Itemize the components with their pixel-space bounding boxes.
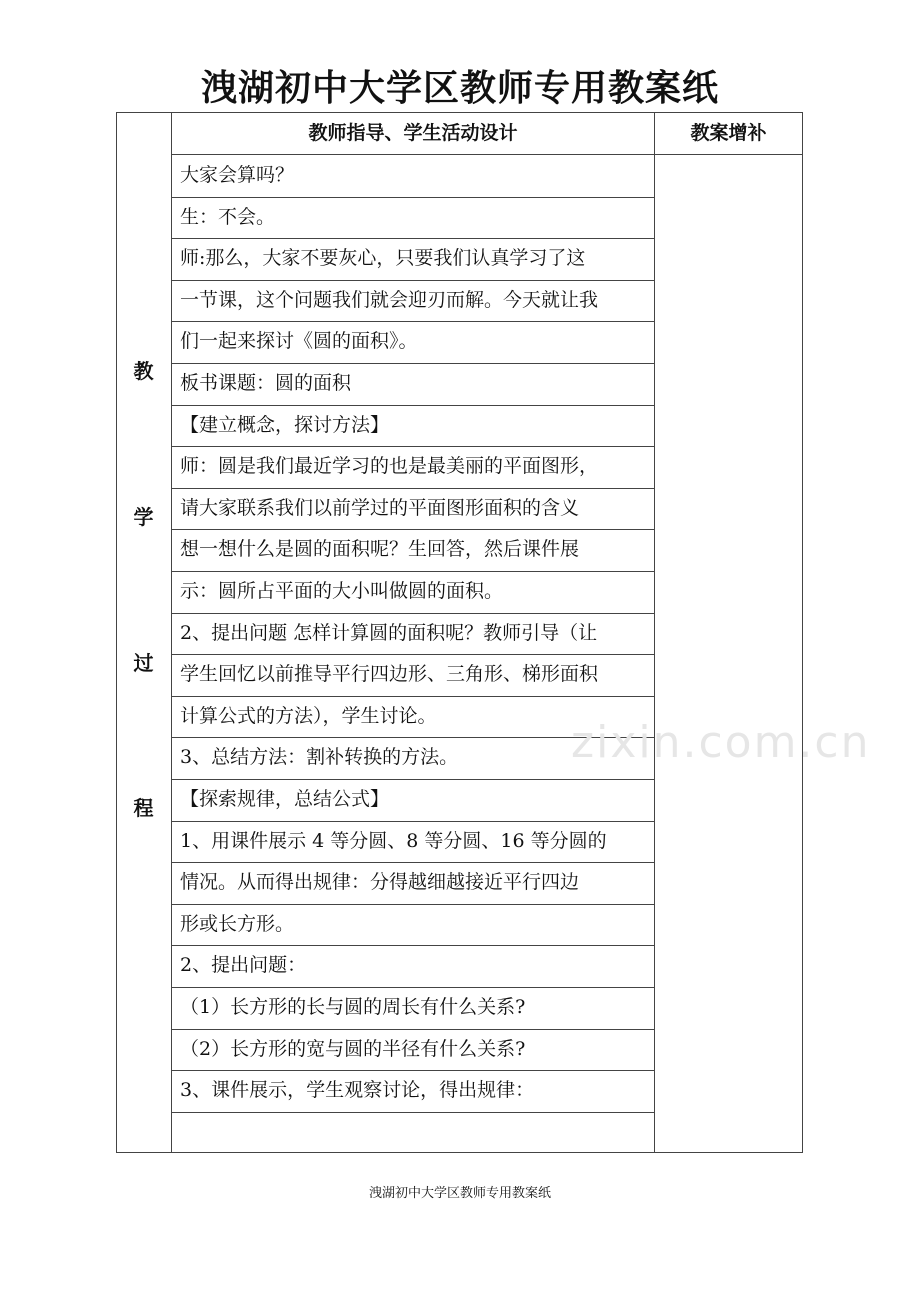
table-border-left xyxy=(116,112,117,1153)
side-label-char: 学 xyxy=(133,505,154,529)
activity-row-text: 3、总结方法：割补转换的方法。 xyxy=(180,746,459,769)
header-supplement: 教案增补 xyxy=(690,122,767,144)
activity-row-text: 想一想什么是圆的面积呢？生回答，然后课件展 xyxy=(180,538,580,561)
activity-row-text: 情况。从而得出规律：分得越细越接近平行四边 xyxy=(180,871,580,894)
activity-row-text: 一节课，这个问题我们就会迎刃而解。今天就让我 xyxy=(180,288,599,311)
activity-row-text: 师：圆是我们最近学习的也是最美丽的平面图形， xyxy=(180,455,599,478)
page-title: 洩湖初中大学区教师专用教案纸 xyxy=(200,68,719,109)
activity-row-text: 生：不会。 xyxy=(180,205,276,228)
side-label-char: 程 xyxy=(133,796,154,820)
activity-row-text: 板书课题：圆的面积 xyxy=(180,372,352,394)
activity-row-text: 示：圆所占平面的大小叫做圆的面积。 xyxy=(180,580,504,602)
side-label-char: 过 xyxy=(133,651,154,675)
activity-row-text: 【建立概念，探讨方法】 xyxy=(180,413,390,436)
activity-row-text: （1）长方形的长与圆的周长有什么关系? xyxy=(180,996,526,1018)
column-divider-side xyxy=(171,112,172,1153)
side-label-char: 教 xyxy=(133,359,154,383)
activity-row-text: 2、提出问题 怎样计算圆的面积呢？教师引导（让 xyxy=(180,621,598,644)
table-border-right xyxy=(802,112,803,1153)
activity-row-text: 2、提出问题： xyxy=(180,954,307,977)
header-activity-design: 教师指导、学生活动设计 xyxy=(308,122,518,144)
activity-row-text xyxy=(180,1112,655,1153)
activity-row-text: 大家会算吗？ xyxy=(180,164,295,186)
activity-row-text: 师:那么，大家不要灰心，只要我们认真学习了这 xyxy=(180,247,586,270)
activity-row-text: 1、用课件展示 4 等分圆、8 等分圆、16 等分圆的 xyxy=(180,829,607,852)
page-footer: 洩湖初中大学区教师专用教案纸 xyxy=(368,1186,551,1201)
activity-row-text: 【探索规律，总结公式】 xyxy=(180,788,390,810)
activity-row-text: 3、课件展示，学生观察讨论，得出规律： xyxy=(180,1079,535,1102)
activity-row-text: 计算公式的方法），学生讨论。 xyxy=(180,704,437,727)
activity-row-text: （2）长方形的宽与圆的半径有什么关系? xyxy=(180,1037,526,1060)
activity-row-text: 们一起来探讨《圆的面积》。 xyxy=(180,330,418,353)
activity-row-text: 学生回忆以前推导平行四边形、三角形、梯形面积 xyxy=(180,663,599,686)
lesson-plan-table xyxy=(116,112,871,1153)
activity-row-text: 请大家联系我们以前学过的平面图形面积的含义 xyxy=(180,496,580,519)
activity-row-text: 形或长方形。 xyxy=(180,912,295,935)
watermark: zixin.com.cn xyxy=(571,717,871,768)
